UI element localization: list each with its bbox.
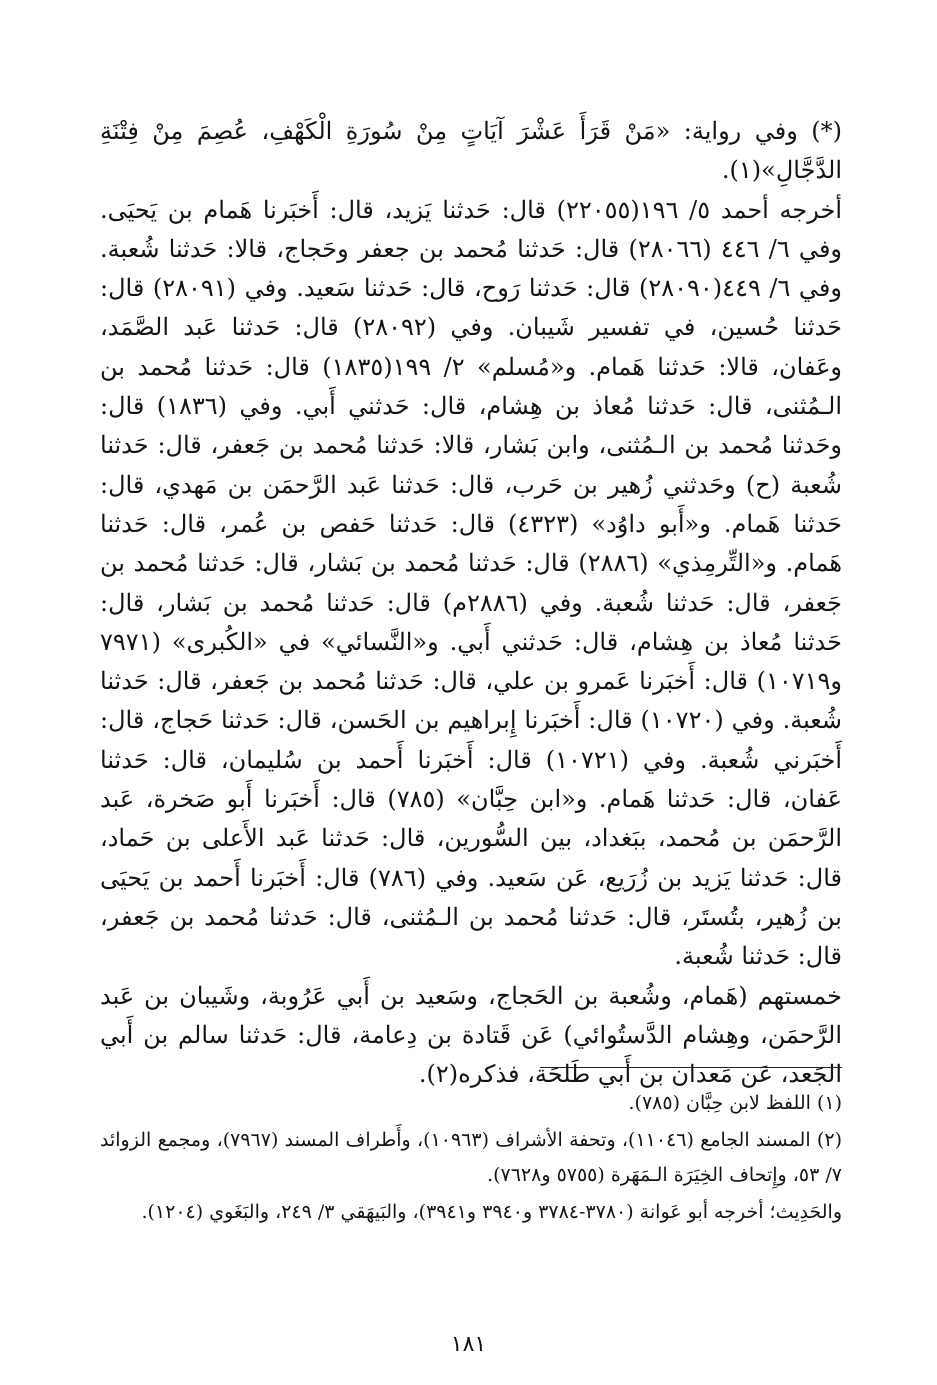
narration-variant: (*) وفي رواية: «مَنْ قَرَأَ عَشْرَ آيَاتٍ مِنْ سُورَةِ الْكَهْفِ، عُصِمَ مِنْ فِتْنَةِ الدَّجَّالِ»(١). bbox=[100, 117, 842, 185]
page-number: ١٨١ bbox=[450, 1332, 487, 1357]
footnotes bbox=[100, 1086, 842, 1232]
footnote-1: (١) اللفظ لابن حِبَّان (٧٨٥). bbox=[628, 1092, 842, 1114]
chain-summary-paragraph: خمستهم (هَمام، وشُعبة بن الحَجاج، وسَعيد بن أَبي عَرُوبة، وشَيبان بن عَبد الرَّحمَن، وهِشام الدَّستُوائي) عَن قَتادة بن دِعامة، قال: حَدثنا سالم بن أَبي الجَعد، عَن مَعدان بن أَبي طَلحَة، فذكره(٢). bbox=[100, 981, 842, 1089]
footnote-2: (٢) المسند الجامع (١١٠٤٦)، وتحفة الأشراف (١٠٩٦٣)، وأَطراف المسند (٧٩٦٧)، ومجمع الزوائد ٧/ ٥٣، وإِتحاف الخِيَرَة الـمَهَرة (٥٧٥٥ و٧٦٢٨). bbox=[100, 1129, 842, 1186]
footnote-divider bbox=[540, 1067, 842, 1068]
main-text bbox=[100, 112, 842, 1094]
takhrij-paragraph: أخرجه أحمد ٥/ ١٩٦(٢٢٠٥٥) قال: حَدثنا يَزيد، قال: أَخبَرنا هَمام بن يَحيَى. وفي ٦/ ٤٤٦ (٢٨٠٦٦) قال: حَدثنا مُحمد بن جعفر وحَجاج، قالا: حَدثنا شُعبة. وفي ٦/ ٤٤٩(٢٨٠٩٠) قال: حَدثنا رَوح، قال: حَدثنا سَعيد. وفي (٢٨٠٩١) قال: حَدثنا حُسين، في تفسير شَيبان. وفي (٢٨٠٩٢) قال: حَدثنا عَبد الصَّمَد، وعَفان، قالا: حَدثنا هَمام. و«مُسلم» ٢/ ١٩٩(١٨٣٥) قال: حَدثنا مُحمد بن الـمُثنى، قال: حَدثنا مُعاذ بن هِشام، قال: حَدثني أَبي. وفي (١٨٣٦) قال: وحَدثنا مُحمد بن الـمُثنى، وابن بَشار، قالا: حَدثنا مُحمد بن جَعفر، قال: حَدثنا شُعبة (ح) وحَدثني زُهير بن حَرب، قال: حَدثنا عَبد الرَّحمَن بن مَهدي، قال: حَدثنا هَمام. و«أَبو داوُد» (٤٣٢٣) قال: حَدثنا حَفص بن عُمر، قال: حَدثنا هَمام. و«التِّرمِذي» (٢٨٨٦) قال: حَدثنا مُحمد بن بَشار، قال: حَدثنا مُحمد بن جَعفر، قال: حَدثنا شُعبة. وفي (٢٨٨٦م) قال: حَدثنا مُحمد بن بَشار، قال: حَدثنا مُعاذ بن هِشام، قال: حَدثني أَبي. و«النَّسائي» في «الكُبرى» (٧٩٧١ و١٠٧١٩) قال: أَخبَرنا عَمرو بن علي، قال: حَدثنا مُحمد بن جَعفر، قال: حَدثنا شُعبة. وفي (١٠٧٢٠) قال: أَخبَرنا إِبراهيم بن الحَسن، قال: حَدثنا حَجاج، قال: أَخبَرني شُعبة. وفي (١٠٧٢١) قال: أَخبَرنا أَحمد بن سُليمان، قال: حَدثنا عَفان، قال: حَدثنا هَمام. و«ابن حِبَّان» (٧٨٥) قال: أَخبَرنا أَبو صَخرة، عَبد الرَّحمَن بن مُحمد، ببَغداد، بين السُّورين، قال: حَدثنا عَبد الأَعلى بن حَماد، قال: حَدثنا يَزيد بن زُرَيع، عَن سَعيد. وفي (٧٨٦) قال: أَخبَرنا أَحمد بن يَحيَى بن زُهير، بتُستَر، قال: حَدثنا مُحمد بن الـمُثنى، قال: حَدثنا مُحمد بن جَعفر، قال: حَدثنا شُعبة. bbox=[100, 195, 843, 971]
footnote-3: والحَدِيث؛ أخرجه أبو عَوانة (٣٧٨٠-٣٧٨٤ و٣٩٤٠ و٣٩٤١)، والبَيهَقي ٣/ ٢٤٩، والبَغَوي (١٢٠٤). bbox=[141, 1201, 842, 1223]
